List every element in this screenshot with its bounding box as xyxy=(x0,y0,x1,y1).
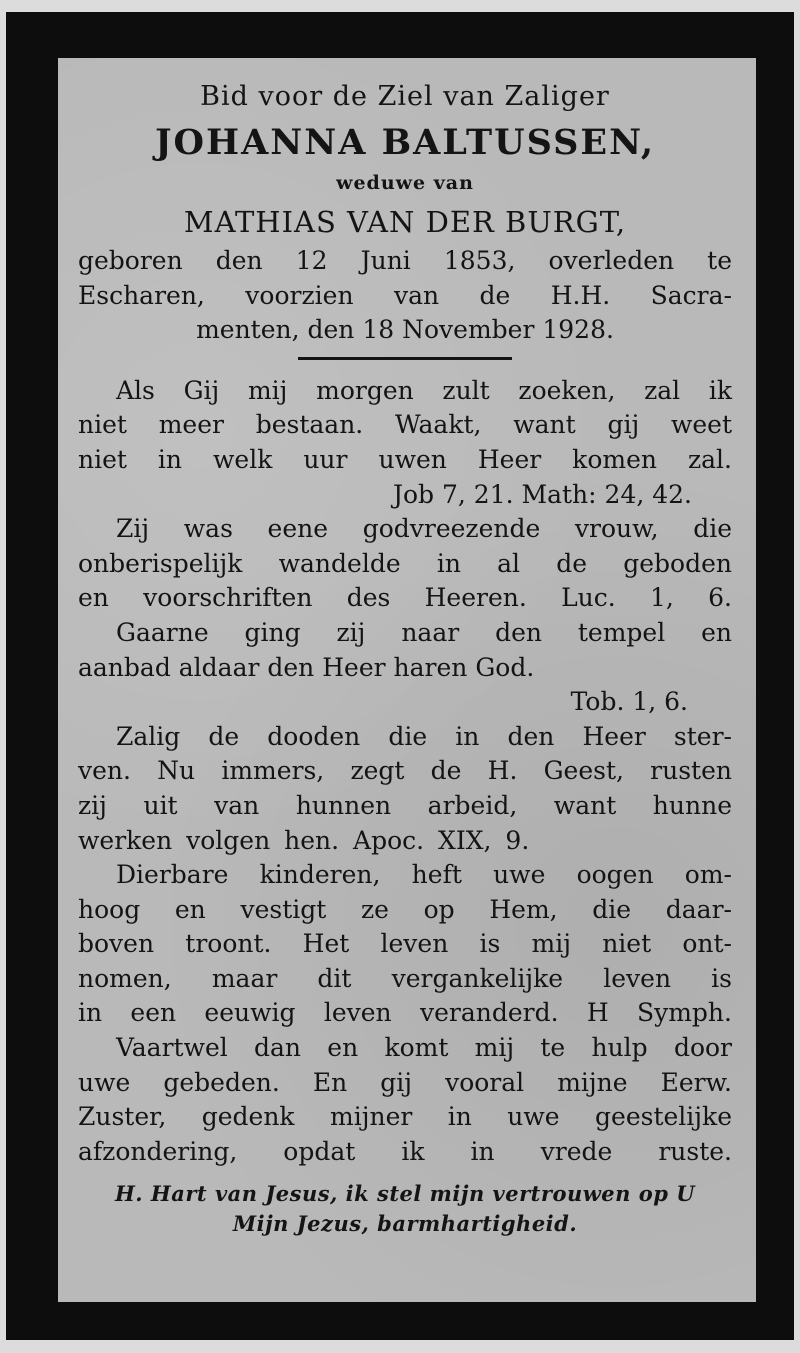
verse-line: niet meer bestaan. Waakt, want gij weet xyxy=(78,410,732,440)
prayer-line: H. Hart van Jesus, ik stel mijn vertrouwen op U xyxy=(114,1181,696,1207)
verse-line: nomen, maar dit vergankelijke leven is xyxy=(78,963,732,993)
verse-line: Als Gij mij morgen zult zoeken, zal ik xyxy=(116,375,732,405)
verse-line: in een eeuwig leven veranderd. H Symph. xyxy=(78,998,732,1028)
prayer-line: Mijn Jezus, barmhartigheid. xyxy=(232,1211,578,1237)
divider-rule xyxy=(298,357,512,360)
bio-line: Escharen, voorzien van de H.H. Sacra- xyxy=(78,280,732,310)
closing-prayer xyxy=(78,1179,732,1239)
scripture-reference: Job 7, 21. Math: 24, 42. xyxy=(392,479,692,509)
verse-line: hoog en vestigt ze op Hem, die daar- xyxy=(78,894,732,924)
verse-line: en voorschriften des Heeren. Luc. 1, 6. xyxy=(78,583,732,613)
scripture-reference: Tob. 1, 6. xyxy=(570,687,688,717)
verse-line: Dierbare kinderen, heft uwe oogen om- xyxy=(116,860,732,890)
bio-line: menten, den 18 November 1928. xyxy=(196,315,614,345)
deceased-name: JOHANNA BALTUSSEN, xyxy=(154,122,656,163)
verse-line: uwe gebeden. En gij vooral mijne Eerw. xyxy=(78,1067,732,1097)
verse-line: Gaarne ging zij naar den tempel en xyxy=(116,617,732,647)
verse-line: afzondering, opdat ik in vrede ruste. xyxy=(78,1136,732,1166)
verse-line: onberispelijk wandelde in al de geboden xyxy=(78,548,732,578)
verse-line: Zuster, gedenk mijner in uwe geestelijke xyxy=(78,1102,732,1132)
widow-of-line: weduwe van xyxy=(336,172,474,194)
verse-line: zij uit van hunnen arbeid, want hunne xyxy=(78,790,732,820)
verse-line: niet in welk uur uwen Heer komen zal. xyxy=(78,444,732,474)
husband-name: MATHIAS VAN DER BURGT, xyxy=(183,205,627,239)
invocation-line: Bid voor de Ziel van Zaliger xyxy=(200,81,610,112)
verse-line: aanbad aldaar den Heer haren God. xyxy=(78,652,535,682)
verse-line: Vaartwel dan en komt mij te hulp door xyxy=(116,1033,732,1063)
card-text xyxy=(78,74,732,1239)
verse-line: ven. Nu immers, zegt de H. Geest, rusten xyxy=(78,756,732,786)
verse-line: boven troont. Het leven is mij niet ont- xyxy=(78,929,732,959)
verse-line: werken volgen hen. Apoc. XIX, 9. xyxy=(78,825,530,855)
bio-line: geboren den 12 Juni 1853, overleden te xyxy=(78,246,732,275)
verse-line: Zij was eene godvreezende vrouw, die xyxy=(116,514,732,544)
verse-line: Zalig de dooden die in den Heer ster- xyxy=(116,721,732,751)
